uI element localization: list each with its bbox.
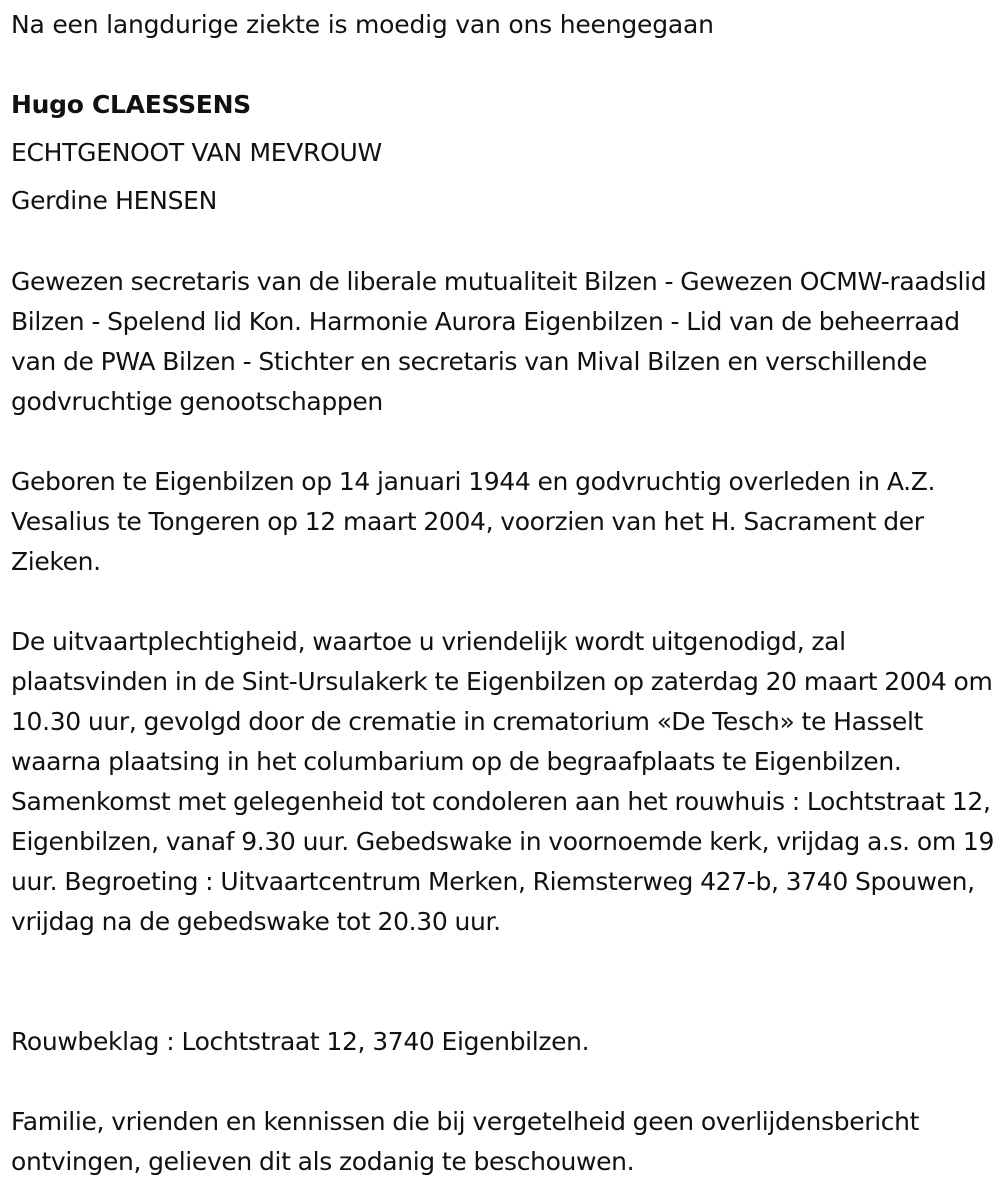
family-note: Familie, vrienden en kennissen die bij vergetelheid geen overlijdensbericht ontvingen, gelieven dit als zodanig te beschouwen.	[11, 1107, 920, 1176]
spouse-label: ECHTGENOOT VAN MEVROUW	[11, 138, 382, 167]
intro-line: Na een langdurige ziekte is moedig van ons heengegaan	[11, 10, 714, 39]
funeral-paragraph: De uitvaartplechtigheid, waartoe u vriendelijk wordt uitgenodigd, zal plaatsvinden in de Sint-Ursulakerk te Eigenbilzen op zaterdag 20 maart 2004 om 10.30 uur, gevolgd door de crematie in crematorium «De Tesch» te Hasselt waarna plaatsing in het columbarium op de begraafplaats te Eigenbilzen. Samenkomst met gelegenheid tot condoleren aan het rouwhuis : Lochtstraat 12, Eigenbilzen, vanaf 9.30 uur. Gebedswake in voornoemde kerk, vrijdag a.s. om 19 uur. Begroeting : Uitvaartcentrum Merken, Riemsterweg 427-b, 3740 Spouwen, vrijdag na de gebedswake tot 20.30 uur.	[11, 627, 995, 936]
functions-paragraph: Gewezen secretaris van de liberale mutualiteit Bilzen - Gewezen OCMW-raadslid Bilzen - Spelend lid Kon. Harmonie Aurora Eigenbilzen - Lid van de beheerraad van de PWA Bilzen - Stichter en secretaris van Mival Bilzen en verschillende godvruchtige genootschappen	[11, 267, 987, 416]
deceased-name: Hugo CLAESSENS	[11, 90, 251, 119]
spouse-name: Gerdine HENSEN	[11, 186, 218, 215]
condolence-address: Rouwbeklag : Lochtstraat 12, 3740 Eigenbilzen.	[11, 1027, 590, 1056]
birth-death-paragraph: Geboren te Eigenbilzen op 14 januari 1944 en godvruchtig overleden in A.Z. Vesalius te Tongeren op 12 maart 2004, voorzien van het H. Sacrament der Zieken.	[11, 467, 936, 576]
